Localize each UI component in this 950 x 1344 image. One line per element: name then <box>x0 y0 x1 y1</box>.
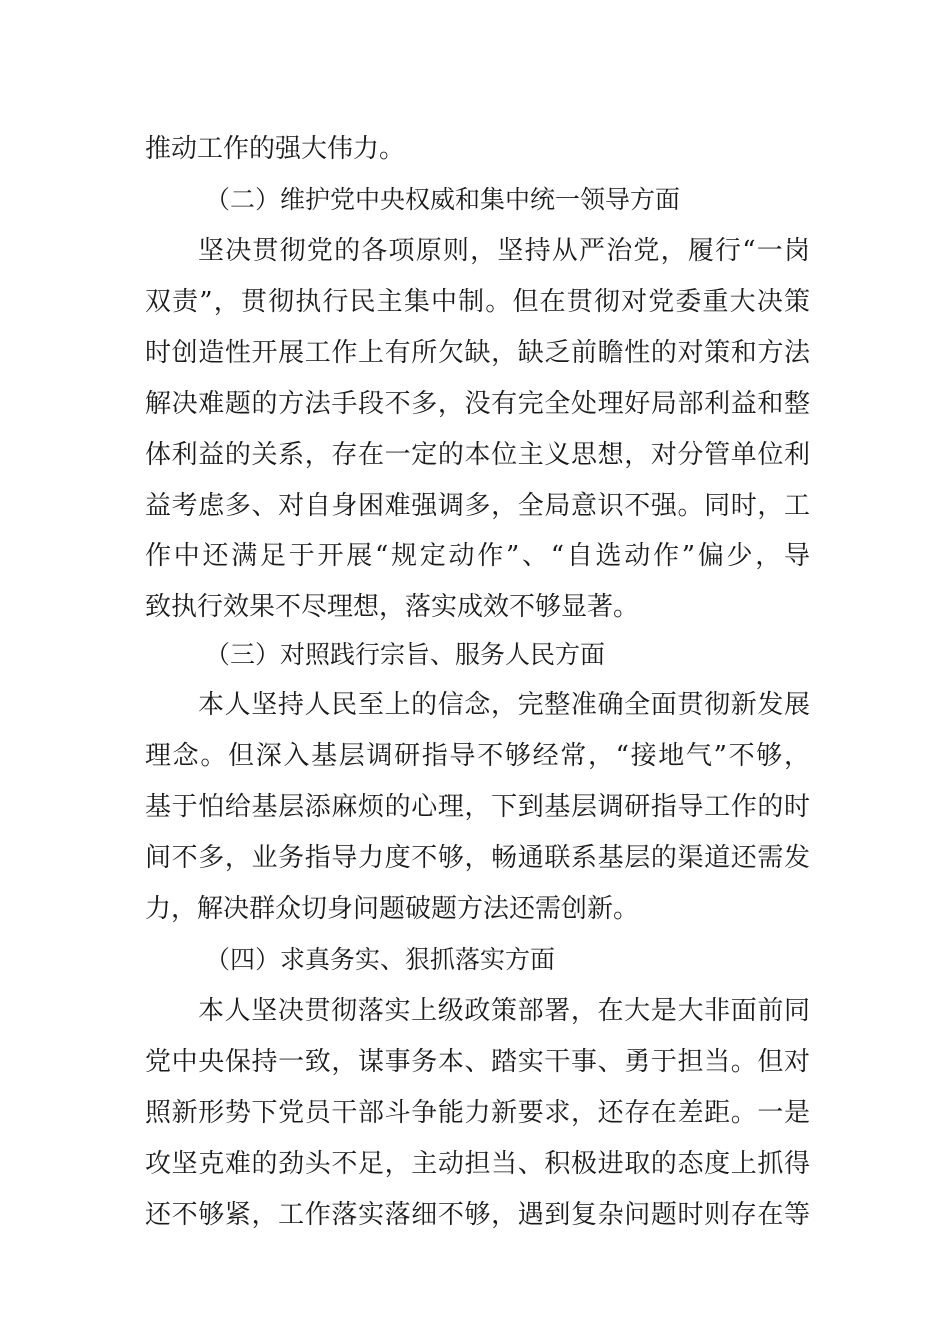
paragraph-line: 基于怕给基层添麻烦的心理，下到基层调研指导工作的时 <box>145 792 810 822</box>
section-heading-2: （二）维护党中央权威和集中统一领导方面 <box>205 185 681 214</box>
paragraph-line: 解决难题的方法手段不多，没有完全处理好局部利益和整 <box>145 389 810 419</box>
paragraph-line: 时创造性开展工作上有所欠缺，缺乏前瞻性的对策和方法 <box>145 338 810 368</box>
paragraph-line: 作中还满足于开展“规定动作”、“自选动作”偏少，导 <box>145 541 810 571</box>
section-heading-4: （四）求真务实、狠抓落实方面 <box>205 945 556 974</box>
paragraph-line: 益考虑多、对自身困难强调多，全局意识不强。同时，工 <box>145 491 810 521</box>
paragraph-line: 还不够紧，工作落实落细不够，遇到复杂问题时则存在等 <box>145 1200 810 1230</box>
paragraph-line: 坚决贯彻党的各项原则，坚持从严治党，履行“一岗 <box>198 236 810 266</box>
paragraph-line: 双责”，贯彻执行民主集中制。但在贯彻对党委重大决策 <box>145 287 810 317</box>
paragraph-line: 间不多，业务指导力度不够，畅通联系基层的渠道还需发 <box>145 843 810 873</box>
section-heading-3: （三）对照践行宗旨、服务人民方面 <box>205 640 606 669</box>
paragraph-line: 致执行效果不尽理想，落实成效不够显著。 <box>145 592 640 622</box>
paragraph-line: 本人坚持人民至上的信念，完整准确全面贯彻新发展 <box>198 690 810 720</box>
paragraph-line: 体利益的关系，存在一定的本位主义思想，对分管单位利 <box>145 440 810 470</box>
paragraph-line: 理念。但深入基层调研指导不够经常，“接地气”不够， <box>145 741 810 771</box>
paragraph-line: 照新形势下党员干部斗争能力新要求，还存在差距。一是 <box>145 1098 810 1128</box>
paragraph-line: 推动工作的强大伟力。 <box>145 134 406 164</box>
paragraph-line: 力，解决群众切身问题破题方法还需创新。 <box>145 894 640 924</box>
paragraph-line: 党中央保持一致，谋事务本、踏实干事、勇于担当。但对 <box>145 1047 810 1077</box>
paragraph-line: 本人坚决贯彻落实上级政策部署，在大是大非面前同 <box>198 996 810 1026</box>
paragraph-line: 攻坚克难的劲头不足，主动担当、积极进取的态度上抓得 <box>145 1149 810 1179</box>
